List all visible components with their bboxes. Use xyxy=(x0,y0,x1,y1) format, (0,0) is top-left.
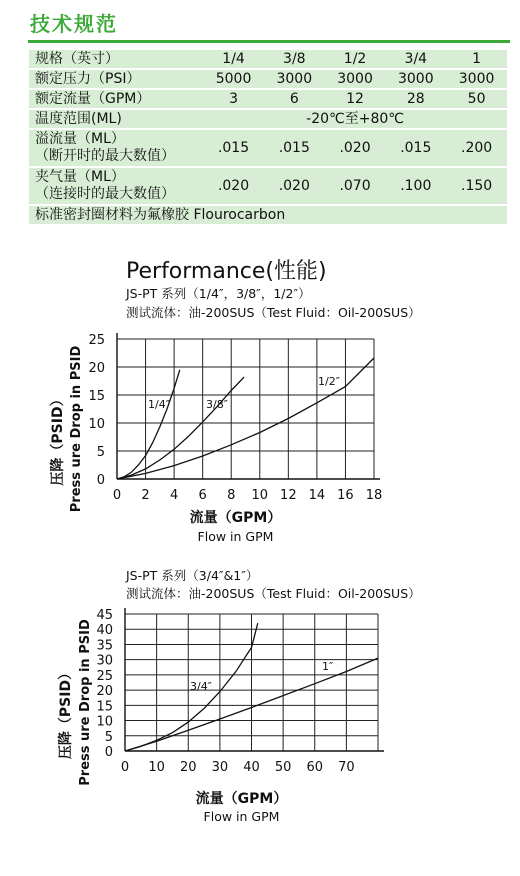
x-axis-title: 流量（GPM） xyxy=(195,791,288,807)
y-tick-label: 0 xyxy=(96,473,105,488)
series-label: 1/4″ xyxy=(148,398,170,411)
table-cell: 3000 xyxy=(446,70,507,88)
table-cell: 3000 xyxy=(264,70,325,88)
chart1-series-line: JS-PT 系列（1/4″，3/8″，1/2″） xyxy=(126,286,311,301)
table-cell: .015 xyxy=(385,130,446,166)
x-tick-label: 40 xyxy=(243,760,260,775)
table-cell: .015 xyxy=(264,130,325,166)
x-tick-label: 0 xyxy=(120,760,130,775)
page-title: 技术规范 xyxy=(30,12,118,36)
series-label: 3/4″ xyxy=(190,680,212,693)
y-tick-label: 40 xyxy=(96,623,113,639)
row-label-line: 溢流量（ML） xyxy=(35,131,125,147)
y-axis-title: 压降（PSID） xyxy=(50,392,66,486)
table-cell: 1 xyxy=(446,50,507,68)
row-label-line: 夹气量（ML） xyxy=(35,169,125,185)
row-label-line: （断开时的最大数值） xyxy=(35,148,175,164)
row-label: 温度范围(ML) xyxy=(29,110,203,128)
table-cell: 12 xyxy=(325,90,386,108)
x-tick-label: 2 xyxy=(141,488,150,503)
row-label: 规格（英寸） xyxy=(29,50,203,68)
y-tick-label: 15 xyxy=(88,389,105,404)
y-tick-label: 45 xyxy=(96,608,113,623)
y-tick-label: 20 xyxy=(88,361,105,376)
x-tick-label: 8 xyxy=(227,488,236,503)
y-tick-label: 30 xyxy=(96,653,113,669)
x-tick-label: 4 xyxy=(169,488,179,503)
table-cell: 3000 xyxy=(385,70,446,88)
chart1-fluid-line: 测试流体：油-200SUS（Test Fluid：Oil-200SUS） xyxy=(126,305,421,320)
y-tick-label: 5 xyxy=(96,445,105,460)
table-cell: 3000 xyxy=(325,70,386,88)
chart2-fluid-line: 测试流体：油-200SUS（Test Fluid：Oil-200SUS） xyxy=(126,586,421,601)
x-axis-subtitle: Flow in GPM xyxy=(197,529,274,544)
y-axis-subtitle: Press ure Drop in PSID xyxy=(69,345,84,513)
x-tick-label: 50 xyxy=(274,760,292,775)
table-cell: -20℃至+80℃ xyxy=(203,110,507,128)
row-label: 额定流量（GPM） xyxy=(29,90,203,108)
row-label: 额定压力（PSI） xyxy=(29,70,203,88)
table-cell: .100 xyxy=(385,168,446,204)
table-cell: 3/8 xyxy=(264,50,325,68)
table-cell: 5000 xyxy=(203,70,264,88)
table-cell: 3 xyxy=(203,90,264,108)
table-cell: 1/4 xyxy=(203,50,264,68)
x-axis-title: 流量（GPM） xyxy=(189,510,282,526)
table-cell: .200 xyxy=(446,130,507,166)
x-tick-label: 20 xyxy=(179,760,197,775)
performance-title: Performance(性能) xyxy=(126,259,327,284)
y-tick-label: 25 xyxy=(96,668,113,684)
series-line xyxy=(117,370,180,479)
x-tick-label: 6 xyxy=(198,488,207,503)
series-label: 1/2″ xyxy=(318,375,340,388)
x-tick-label: 70 xyxy=(338,760,355,775)
series-label: 3/8″ xyxy=(206,398,228,411)
x-tick-label: 30 xyxy=(211,760,229,775)
x-tick-label: 60 xyxy=(306,760,324,775)
y-axis-subtitle: Press ure Drop in PSID xyxy=(78,619,93,786)
x-tick-label: 16 xyxy=(337,488,354,503)
table-cell: .070 xyxy=(325,168,386,204)
x-tick-label: 12 xyxy=(280,488,297,503)
x-tick-label: 0 xyxy=(112,488,122,503)
table-cell: 50 xyxy=(446,90,507,108)
x-axis-subtitle: Flow in GPM xyxy=(203,809,280,824)
table-cell: 3/4 xyxy=(385,50,446,68)
x-tick-label: 10 xyxy=(251,488,269,503)
y-tick-label: 10 xyxy=(88,417,105,432)
table-cell: .020 xyxy=(325,130,386,166)
table-cell: 1/2 xyxy=(325,50,386,68)
y-tick-label: 25 xyxy=(88,333,105,348)
table-cell: 6 xyxy=(264,90,325,108)
table-cell: .020 xyxy=(264,168,325,204)
x-tick-label: 10 xyxy=(148,760,165,775)
x-tick-label: 14 xyxy=(308,488,326,503)
y-tick-label: 15 xyxy=(96,699,113,715)
y-tick-label: 20 xyxy=(96,684,113,700)
x-tick-label: 18 xyxy=(365,488,383,503)
table-cell: .020 xyxy=(203,168,264,204)
seal-material-note: 标准密封圈材料为氟橡胶 Flourocarbon xyxy=(29,206,507,224)
table-cell: 28 xyxy=(385,90,446,108)
series-label: 1″ xyxy=(322,660,334,673)
y-tick-label: 0 xyxy=(104,745,113,760)
y-tick-label: 35 xyxy=(96,638,113,654)
row-label-line: （连接时的最大数值） xyxy=(35,186,175,202)
y-tick-label: 5 xyxy=(104,729,113,745)
y-axis-title: 压降（PSID） xyxy=(58,665,74,760)
y-tick-label: 10 xyxy=(96,714,113,730)
table-cell: .015 xyxy=(203,130,264,166)
table-cell: .150 xyxy=(446,168,507,204)
chart2-series-line: JS-PT 系列（3/4″&1″） xyxy=(126,568,259,583)
